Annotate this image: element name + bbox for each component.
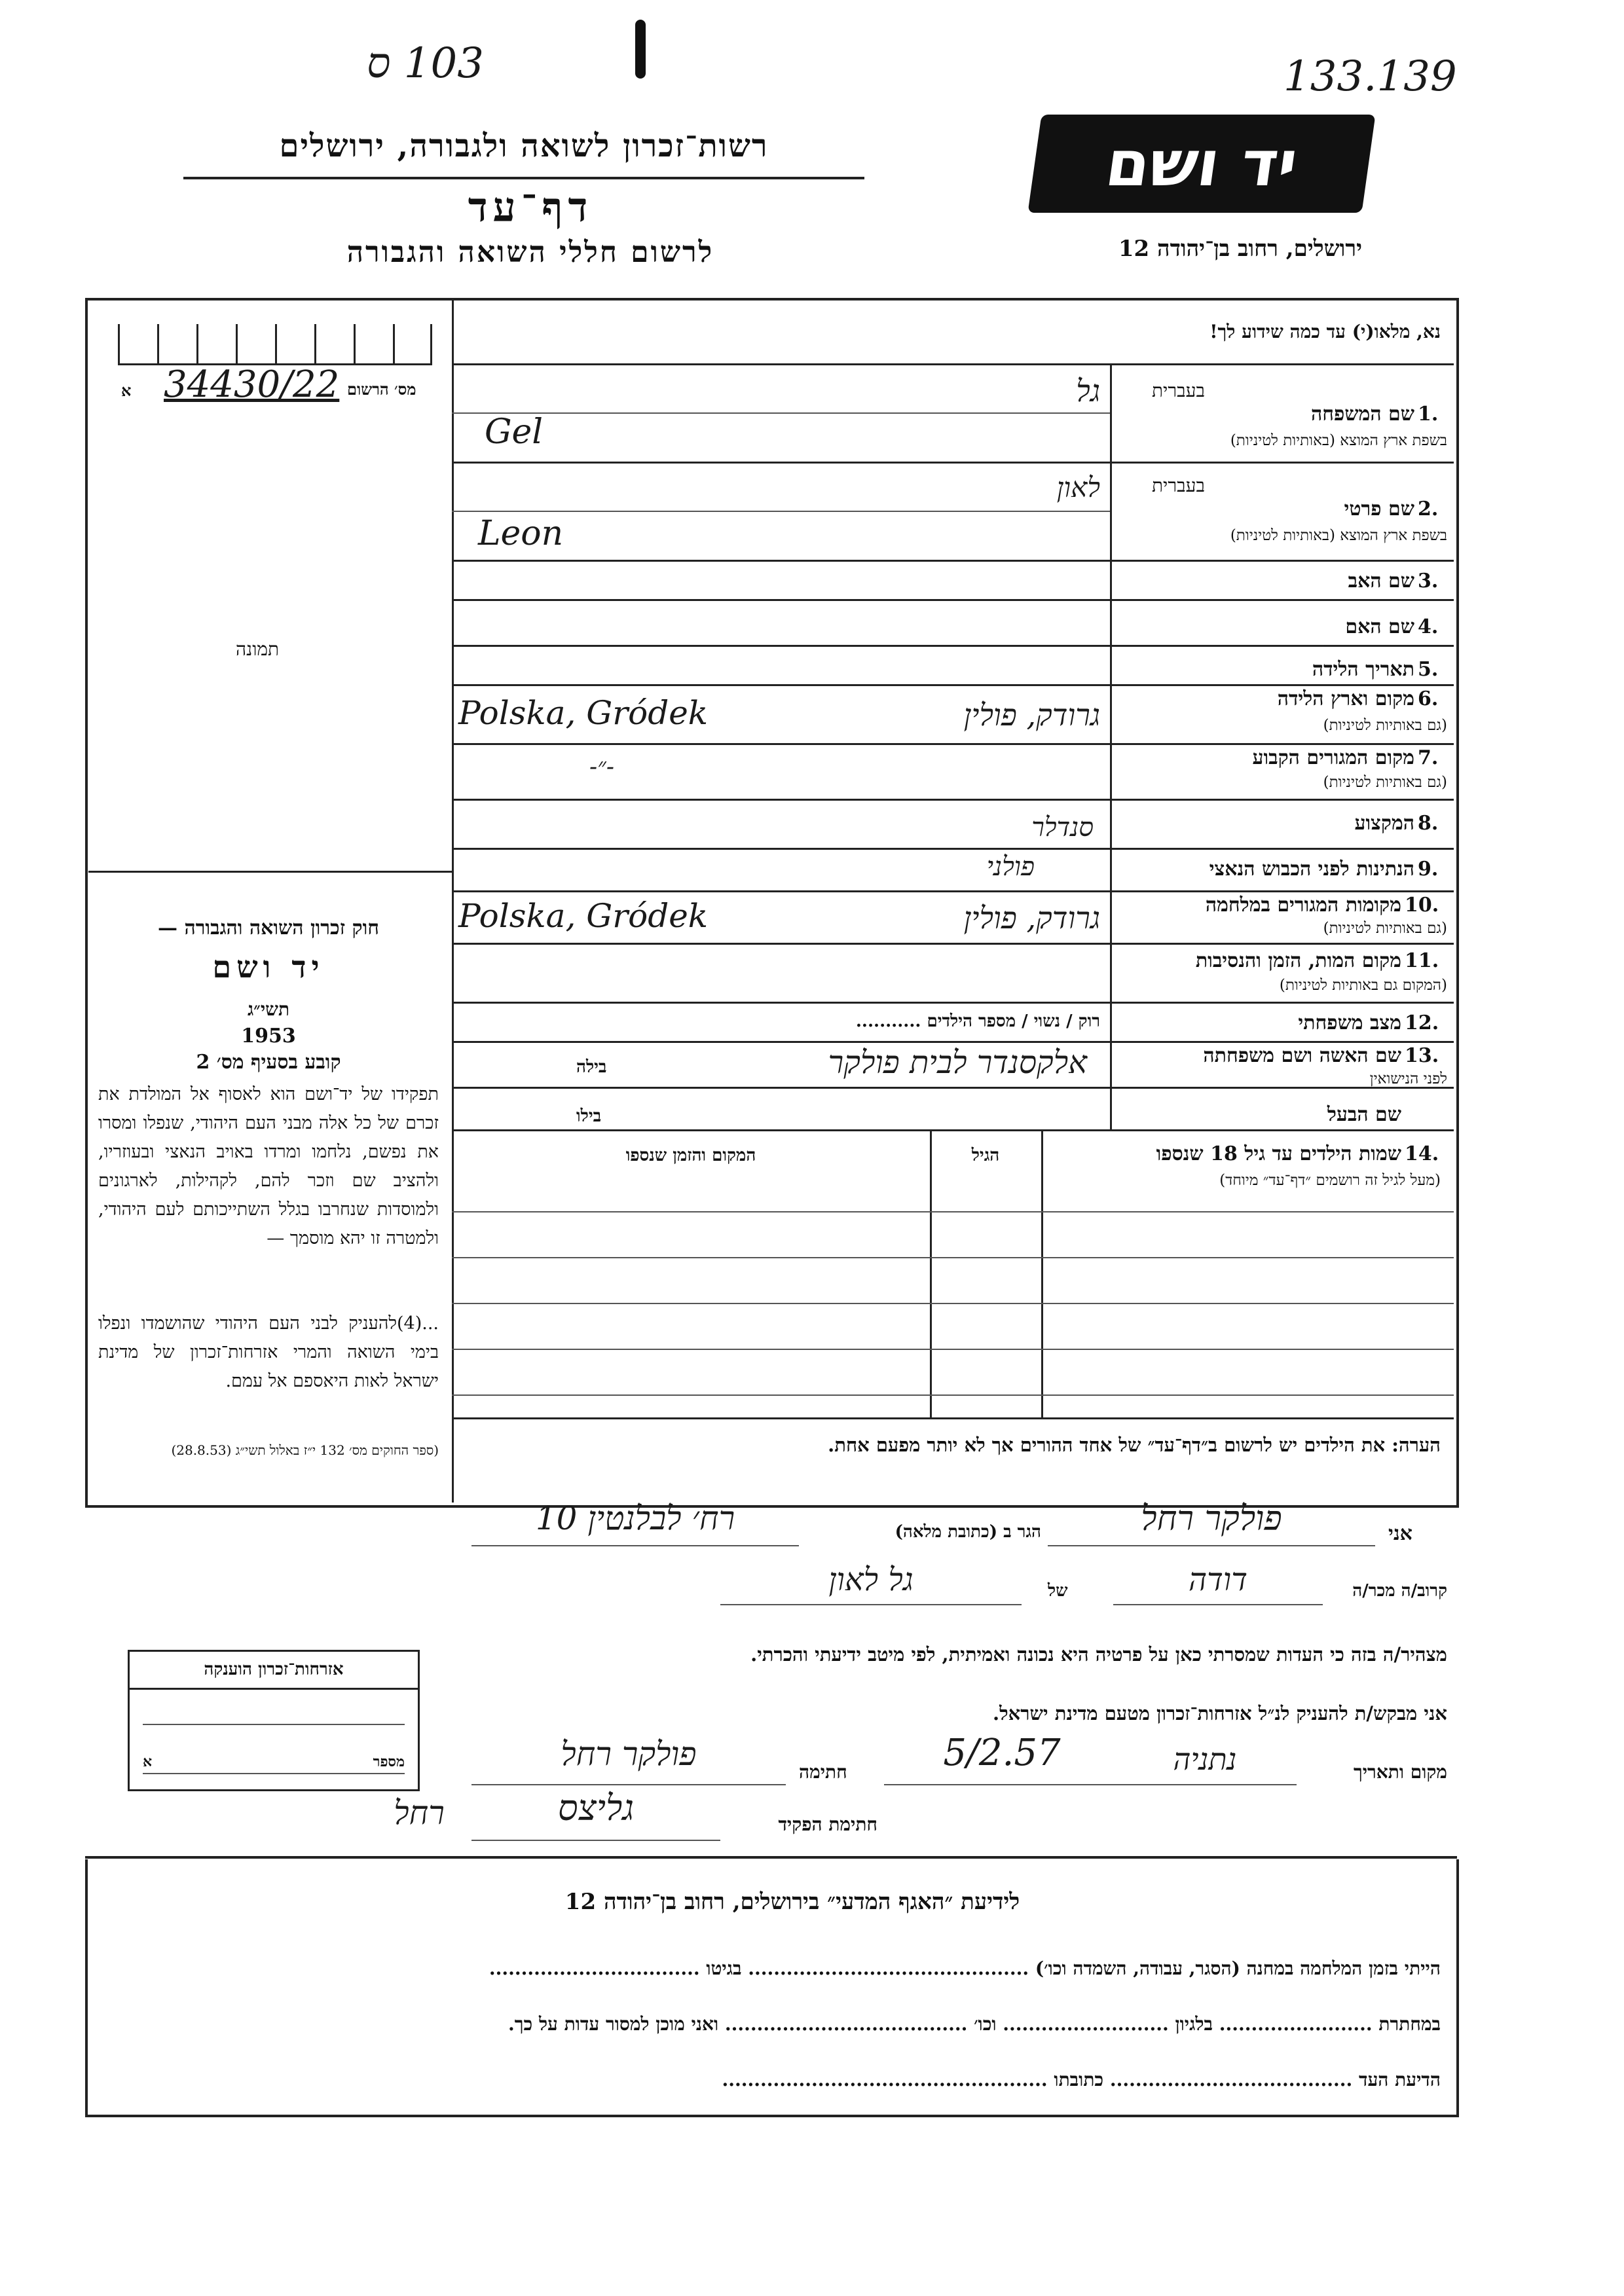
field-4-label: שם האם — [1345, 615, 1414, 638]
field-12-label: מצב משפחתי — [1298, 1011, 1401, 1034]
field-9-value: פולני — [986, 852, 1035, 882]
archive-number-top-left: 103 ס — [367, 39, 484, 88]
extra-signature: רחל — [394, 1794, 445, 1832]
row-line — [452, 890, 1454, 892]
field-6-value-latin: Polska, Gródek — [458, 694, 709, 732]
children-row-line — [452, 1211, 1454, 1212]
children-number: 14. — [1405, 1142, 1439, 1165]
field-2-label: שם פרטי — [1344, 498, 1414, 520]
row-line — [452, 599, 1454, 601]
field-7-sub: (גם באותיות לטיניות) — [1323, 774, 1447, 791]
witness-i-label: אני — [1388, 1522, 1412, 1545]
field-6-label: מקום וארץ הלידה — [1277, 687, 1414, 710]
field-7-number: 7. — [1418, 746, 1439, 769]
field-11-sub: (המקום גם באותיות לטיניות) — [1279, 977, 1447, 994]
row-line — [452, 560, 1454, 562]
stamp-box-number-prefix: א — [143, 1753, 153, 1770]
children-col-place: המקום והזמן שנספו — [625, 1146, 756, 1165]
witness-address-line — [471, 1545, 799, 1546]
field-13-sub: לפני הנישואין — [1369, 1070, 1447, 1087]
children-col-divider — [930, 1129, 932, 1417]
field-2-sub: בשפת ארץ המוצא (באותיות לטיניות) — [1230, 527, 1447, 544]
law-reference: (ספר החוקים מס׳ 132 י״ז באלול תשי״ג (28.8.53) — [171, 1442, 439, 1458]
signature-line — [471, 1784, 786, 1785]
registration-prefix: א — [121, 381, 132, 400]
husband-sub-label: בילו — [576, 1106, 602, 1126]
row-line — [452, 943, 1454, 945]
stamp-box-number-label: מספר — [373, 1753, 405, 1770]
field-10-value-latin: Polska, Gródek — [458, 897, 709, 935]
law-name: יד ושם — [212, 949, 325, 985]
field-2-value-hebrew: לאון — [1056, 471, 1100, 503]
field-6-sub: (גם באותיות לטיניות) — [1323, 717, 1447, 734]
law-text: תפקידו של יד־ושם הוא לאסוף אל המולדת את זכרם של כל אלה מבני העם היהודי, שנפלו ומסרו את נפשם, נלחמו ומרדו באויב הנאצי ובעוזריו, ולהציב שם וזכר להם, לקהילות, לארגונים ולמוסדות שנחרבו בגלל השתייכותם לעם היהודי, ולמטרה זו יהא מוסמך — — [98, 1084, 439, 1248]
registration-boxes — [118, 324, 432, 365]
children-label: שמות הילדים עד גיל 18 שנספו — [1156, 1142, 1401, 1165]
footer-line-3: הדיעת העד ...................................... כתובתו ................................................... — [722, 2069, 1441, 2090]
children-row-line — [452, 1349, 1454, 1350]
field-12-number: 12. — [1405, 1011, 1439, 1034]
witness-name-line — [1048, 1545, 1375, 1546]
field-13-label: שם האשה ושם משפחתה — [1203, 1044, 1401, 1067]
instructions-underline — [452, 363, 1454, 365]
header-ink-mark — [635, 20, 646, 79]
footer-line-2: במחתרת ........................ בלגיון .......................... וכו׳ ...................................... ואני מוכן למסור עדות על כך. — [508, 2013, 1441, 2035]
row-line — [452, 1002, 1454, 1004]
clerk-signature: גליצס — [557, 1787, 635, 1829]
field-1-lang: בעברית — [1151, 380, 1205, 401]
logo — [1027, 115, 1375, 213]
children-note: הערה: את הילדים יש לרשום ב״דף־עד״ של אחד ההורים אך לא יותר מפעם אחת. — [828, 1434, 1441, 1456]
law-year-heb: תשי״ג — [247, 998, 290, 1020]
left-panel-divider — [452, 298, 454, 1503]
institution-name: רשות־זכרון לשואה ולגבורה, ירושלים — [279, 128, 769, 164]
field-3-number: 3. — [1418, 570, 1439, 592]
row-line — [452, 848, 1454, 850]
registration-number: 34430/22 — [164, 363, 340, 406]
field-1-label: שם המשפחה — [1310, 403, 1414, 426]
clerk-signature-line — [471, 1840, 720, 1841]
row-line — [452, 645, 1454, 647]
institution-underline — [183, 177, 864, 179]
field-2-number: 2. — [1418, 498, 1439, 520]
field-5-label: תאריך הלידה — [1312, 658, 1414, 681]
place-date-label: מקום ותאריך — [1353, 1761, 1447, 1783]
children-table-bottom — [452, 1417, 1454, 1419]
field-1-value-hebrew: גל — [1076, 373, 1100, 409]
photo-label: תמונה — [236, 638, 280, 660]
photo-area-bottom — [88, 871, 452, 873]
field-8-value: סנדלר — [1031, 812, 1094, 843]
footer-title: לידיעת ״האגף המדעי״ בירושלים, רחוב בן־יהודה 12 — [564, 1889, 1020, 1915]
field-1-number: 1. — [1418, 403, 1439, 426]
footer-top-rule — [85, 1856, 1457, 1859]
field-8-label: המקצוע — [1354, 812, 1414, 835]
witness-declaration: מצהיר/ה בזה כי העדות שמסרתי כאן על פרטיה היא נכונה ואמיתית, לפי מיטב ידיעתי והכרתי. — [750, 1643, 1447, 1666]
logo-text: יד ושם — [1101, 127, 1302, 200]
field-13-wife-label: בילה — [576, 1057, 607, 1077]
field-7-value: -״- — [589, 754, 615, 780]
witness-relation-line — [1113, 1604, 1323, 1605]
witness-address: רח׳ לבלנטין 10 — [535, 1499, 735, 1537]
field-2-lang: בעברית — [1151, 475, 1205, 496]
field-10-value-hebrew: גרודק, פולין — [963, 900, 1100, 936]
field-3-label: שם האב — [1348, 570, 1414, 592]
witness-of-value: גל לאון — [828, 1561, 913, 1598]
inner-line — [452, 511, 1110, 512]
field-2-value-latin: Leon — [478, 514, 564, 553]
date-value: 5/2.57 — [943, 1732, 1061, 1774]
footer-line-1: הייתי בזמן המלחמה במחנה (הסגר, עבודה, השמדה וכו׳) ............................................ בגיטו ................................. — [489, 1958, 1441, 1979]
row-line — [452, 799, 1454, 801]
children-col-divider — [1041, 1129, 1043, 1417]
field-1-value-latin: Gel — [485, 412, 543, 452]
header-address: ירושלים, רחוב בן־יהודה 12 — [1118, 236, 1362, 262]
witness-relation-label: קרוב/ה מכר/ה — [1352, 1581, 1447, 1601]
clerk-signature-label: חתימת הפקיד — [778, 1813, 877, 1835]
witness-of-label: של — [1048, 1581, 1068, 1601]
row-line — [452, 1041, 1454, 1043]
field-4-number: 4. — [1418, 615, 1439, 638]
children-row-line — [452, 1394, 1454, 1396]
form-title: דף־עד — [468, 183, 593, 231]
witness-of-line — [720, 1604, 1022, 1605]
law-clause: קובע בסעיף מס׳ 2 — [196, 1051, 341, 1074]
field-13-value: אלקסנדר לבית פולקר — [828, 1044, 1087, 1081]
witness-name: פולקר רחל — [1141, 1499, 1282, 1539]
field-1-sub: בשפת ארץ המוצא (באותיות לטיניות) — [1230, 432, 1447, 449]
place-date-line — [884, 1784, 1297, 1785]
field-10-number: 10. — [1405, 894, 1439, 917]
field-6-value-hebrew: גרודק, פולין — [963, 697, 1100, 733]
field-12-value: רוק / נשוי / מספר הילדים ........... — [855, 1011, 1100, 1031]
field-6-number: 6. — [1418, 687, 1439, 710]
field-9-number: 9. — [1418, 858, 1439, 881]
law-year: 1953 — [241, 1025, 296, 1048]
witness-address-label: הגר ב (כתובת מלאה) — [895, 1522, 1041, 1542]
place-value: נתניה — [1173, 1741, 1237, 1777]
field-11-number: 11. — [1405, 949, 1439, 972]
label-column-divider — [1110, 363, 1112, 1129]
form-subtitle: לרשום חללי השואה והגבורה — [346, 236, 714, 269]
row-line — [452, 684, 1454, 686]
witness-relation: דודה — [1189, 1561, 1247, 1598]
witness-signature: פולקר רחל — [561, 1735, 697, 1773]
husband-label: שם הבעל — [1327, 1103, 1401, 1126]
instructions: נא, מלאו(י) עד כמה שידוע לך! — [1209, 321, 1441, 342]
children-row-line — [452, 1303, 1454, 1304]
children-col-age: הגיל — [971, 1146, 1000, 1165]
citizenship-stamp-box — [128, 1650, 420, 1791]
field-10-sub: (גם באותיות לטיניות) — [1323, 920, 1447, 937]
field-10-label: מקומות המגורים במלחמה — [1205, 894, 1401, 917]
law-text-clause-4: ...(4)להעניק לבני העם היהודי שהושמדו ונפלו בימי השואה והמרי אזרחות־זכרון של מדינת ישראל לאות היאספם אל עמם. — [98, 1313, 439, 1391]
witness-request: אני מבקש/ת להעניק לנ״ל אזרחות־זכרון מטעם מדינת ישראל. — [993, 1702, 1447, 1724]
law-title: חוק זכרון השואה והגבורה — — [158, 917, 379, 939]
field-11-label: מקום המות, הזמן והנסיבות — [1195, 949, 1401, 972]
registration-label: מס׳ הרשום — [347, 380, 416, 399]
field-9-label: הנתינות לפני הכבוש הנאצי — [1209, 858, 1414, 881]
stamp-box-title: אזרחות־זכרון הוענקה — [130, 1652, 418, 1690]
field-5-number: 5. — [1418, 658, 1439, 681]
field-7-label: מקום המגורים הקבוע — [1252, 746, 1414, 769]
archive-number-top-right: 133.139 — [1283, 52, 1457, 101]
inner-line — [452, 412, 1110, 414]
row-line — [452, 1129, 1454, 1131]
field-13-number: 13. — [1405, 1044, 1439, 1067]
children-sub: (מעל לגיל זה רושמים ״דף־עד״ מיוחד) — [1219, 1172, 1441, 1189]
children-row-line — [452, 1257, 1454, 1258]
signature-label: חתימה — [799, 1761, 847, 1783]
row-line — [452, 743, 1454, 745]
row-line — [452, 462, 1454, 464]
field-8-number: 8. — [1418, 812, 1439, 835]
